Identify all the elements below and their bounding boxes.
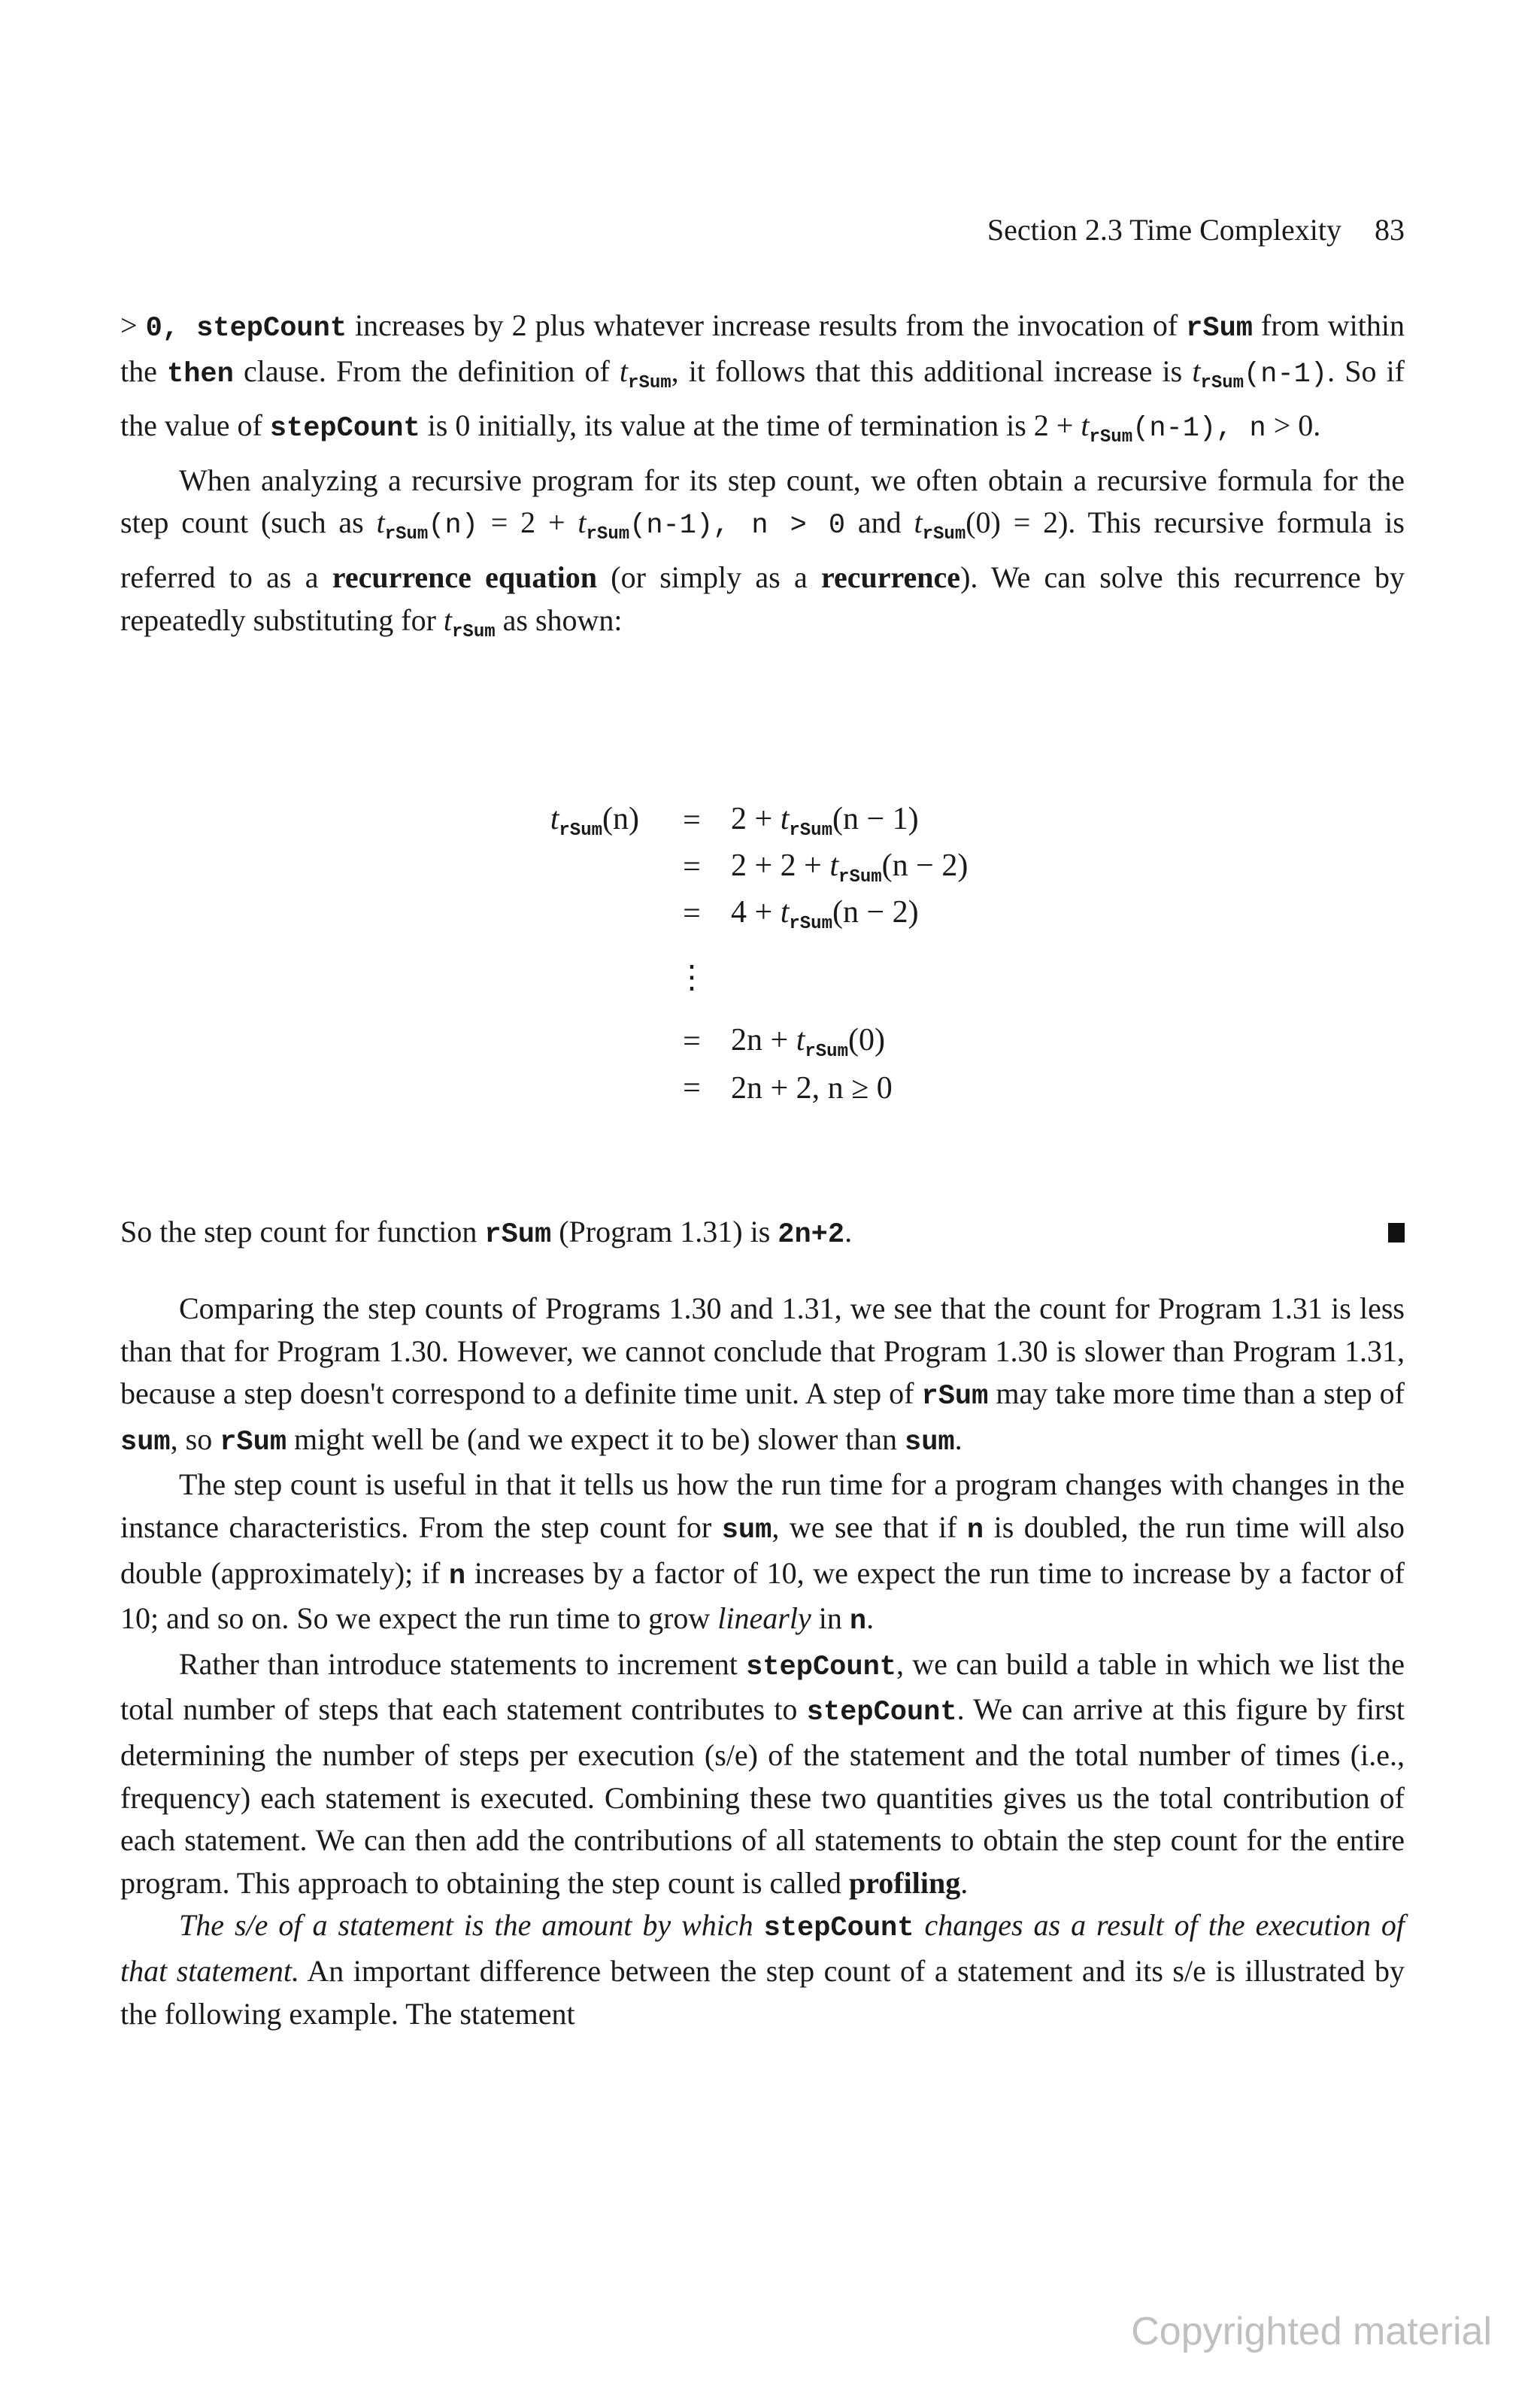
paragraph-5: Rather than introduce statements to increment stepCount, we can build a table in which we list the total number of steps that each statement contributes to stepCount. We can arrive at this figure by first determining the number of steps per execution (s/e) of the statement and the total number of times (i.e., frequency) each statement is executed. Combining these two quantities gives us the total contribution of each statement. We can then add the contributions of all statements to obtain the step count for the entire program. This approach to obtaining the step count is called profiling. (120, 1646, 1405, 1900)
recurrence-derivation (481, 797, 968, 1112)
paragraph-6: The s/e of a statement is the amount by which stepCount changes as a result of the execution of that statement. An important difference between the step count of a statement and its s/e is illustrated by the following example. The statement (120, 1908, 1405, 2031)
equation-row: = 2n + 2, n ≥ 0 (683, 1071, 893, 1106)
paragraph-3: Comparing the step counts of Programs 1.30 and 1.31, we see that the count for Program 1.31 is less than that for Program 1.30. However, we cannot conclude that Program 1.30 is slower than Program 1.31, because a step doesn't correspond to a definite time unit. A step of rSum may take more time than a step of sum, so rSum might well be (and we expect it to be) slower than sum. (120, 1291, 1405, 1458)
copyright-watermark: Copyrighted material (1131, 2310, 1492, 2353)
equation-row: $t_{rSum}(n)$ = $2 + t_{rSum}(n - 1)$ (550, 801, 919, 841)
section-title: Section 2.3 Time Complexity (987, 213, 1341, 247)
equation-row: = $2 + 2 + t_{rSum}(n - 2)$ (683, 848, 969, 887)
equation-row: = $2n + t_{rSum}(0)$ (683, 1022, 885, 1062)
running-header (987, 212, 1405, 247)
paragraph-4: The step count is useful in that it tells us how the run time for a program changes with changes in the instance characteristics. From the step count for sum, we see that if n is doubled, the run time will also double (approximately); if n increases by a factor of 10, we expect the run time to increase by a factor of 10; and so on. So we expect the run time to grow linearly in n. (120, 1467, 1405, 1638)
example-conclusion: So the step count for function rSum (Program 1.31) is 2n+2. (120, 1211, 1405, 1256)
page-number: 83 (1375, 213, 1405, 247)
equation-ellipsis-row (481, 937, 968, 1018)
body-text-bottom (120, 1288, 1405, 2035)
equation-row: = $4 + t_{rSum}(n - 2)$ (683, 894, 919, 934)
vertical-ellipsis: ⋮ (676, 960, 708, 995)
paragraph-1: > 0, stepCount increases by 2 plus whatever increase results from the invocation of rSum from within the then clause. From the definition of $t_{rSum}$, it follows that this additional increase is $t_{rSum}(n-1)$. So if the value of stepCount is 0 initially, its value at the time of termination is $2 + t_{rSum}(n-1)$, n > 0. (120, 308, 1405, 448)
paragraph-2: When analyzing a recursive program for its step count, we often obtain a recursive formula for the step count (such as $t_{rSum}(n) = 2 + t_{rSum}(n-1)$, n > 0 and $t_{rSum}(0) = 2$). This recursive formula is referred to as a recurrence equation (or simply as a recurrence). We can solve this recurrence by repeatedly substituting for $t_{rSum}$ as shown: (120, 463, 1405, 642)
end-of-example-square-icon (1388, 1223, 1405, 1242)
body-text-top (120, 305, 1405, 654)
